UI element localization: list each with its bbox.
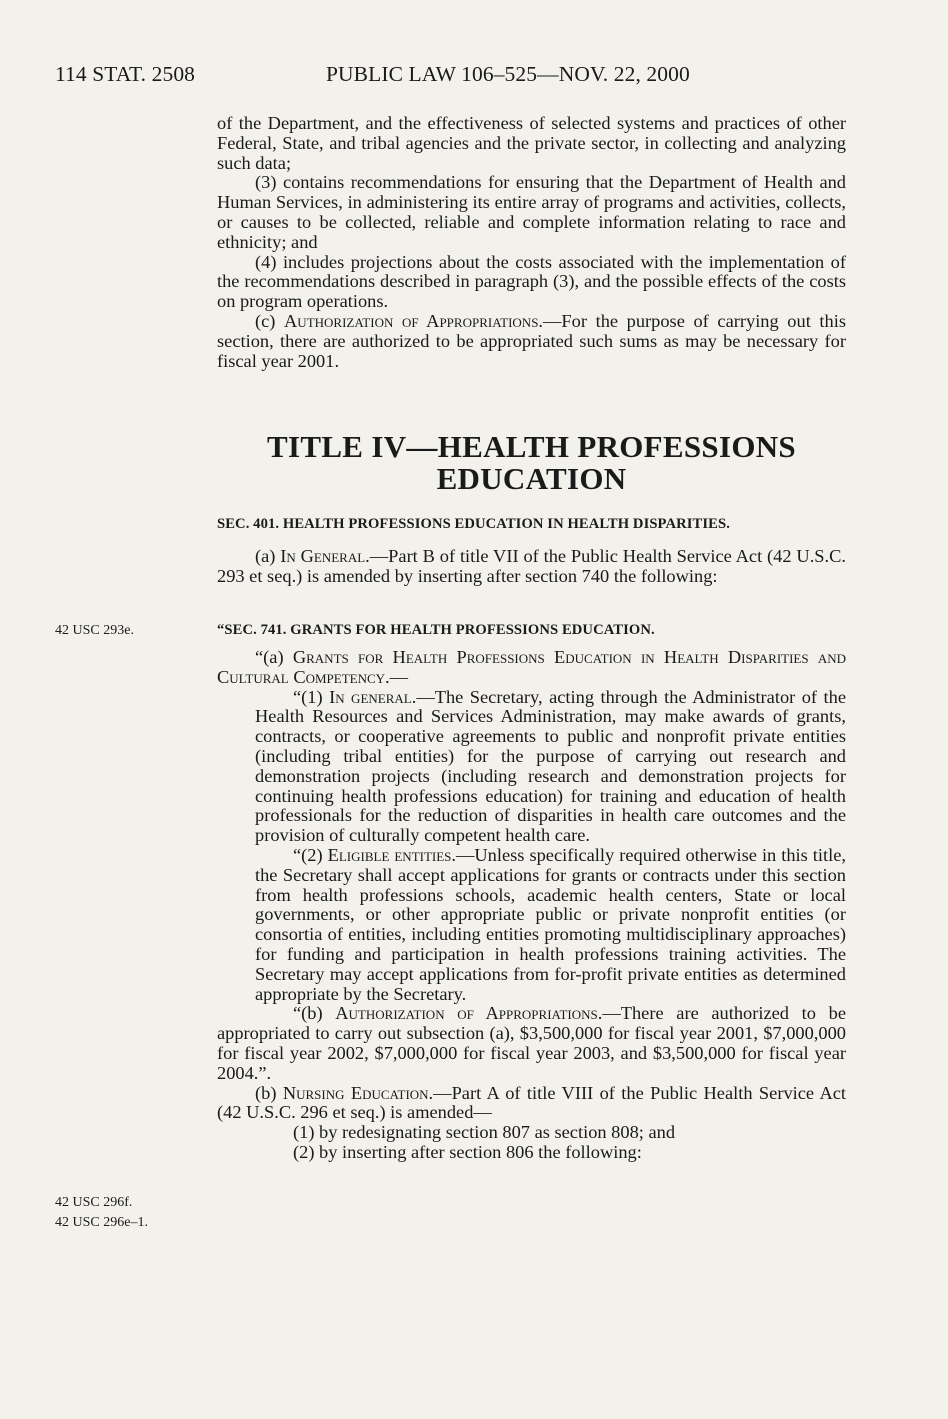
margin-note-296e-1: 42 USC 296e–1. — [55, 1215, 148, 1230]
paragraph-2-text: —Unless specifically required otherwise in this title, the Secretary shall accept applications for grants or contracts under this section from health professions schools, academic health centers, State or local governments, or other appropriate public or private nonprofit entities (or consortia of entities, including entities promoting multidisciplinary approaches) for funding and participation in health professions training activities. The Secretary may accept applications from for-profit private entities as determined appropriate by the Secretary. — [255, 844, 846, 1004]
section-401-body — [217, 547, 846, 587]
section-741-subsection-a — [217, 648, 846, 688]
subsection-a-text: —Part B of title VII of the Public Health Service Act (42 U.S.C. 293 et seq.) is amended by inserting after section 740 the following: — [217, 546, 846, 586]
nursing-b-heading: Nursing Education. — [282, 1082, 434, 1103]
paragraph-1-label: “(1) — [293, 686, 330, 707]
title-heading — [217, 431, 846, 495]
section-741-b-label: “(b) — [293, 1003, 336, 1024]
paragraph-4: (4) includes projections about the costs associated with the implementation of the recommendations described in paragraph (3), and the possible effects of the costs on program operations. — [217, 251, 846, 312]
continued-paragraph: of the Department, and the effectiveness of selected systems and practices of other Federal, State, and tribal agencies and the private sector, in collecting and analyzing such data; — [217, 113, 846, 173]
section-741-a-heading: Grants for Health Professions Education in Health Disparities and Cultural Competency. — [217, 647, 847, 687]
paragraph-3: (3) contains recommendations for ensuring that the Department of Health and Human Services, in administering its entire array of programs and activities, collects, or causes to be collected, reliable and complete information relating to race and ethnicity; and — [217, 172, 846, 252]
section-741-b-text: —There are authorized to be appropriated to carry out subsection (a), $3,500,000 for fiscal year 2001, $7,000,000 for fiscal year 2002, $7,000,000 for fiscal year 2003, and $3,500,000 for fiscal year 2004.”. — [217, 1003, 846, 1083]
paragraph-2-heading: Eligible entities. — [327, 844, 457, 865]
subsection-a — [217, 547, 846, 587]
section-741-subsection-b — [217, 1004, 846, 1083]
section-401-heading: SEC. 401. HEALTH PROFESSIONS EDUCATION IN HEALTH DISPARITIES. — [217, 516, 730, 532]
nursing-item-2: (2) by inserting after section 806 the following: — [293, 1141, 642, 1162]
section-741-a-label: “(a) — [255, 647, 293, 667]
nursing-subsection-b — [217, 1084, 846, 1124]
section-741-a-dash: — — [389, 666, 409, 687]
nursing-b-text: —Part A of title VIII of the Public Health Service Act (42 U.S.C. 296 et seq.) is amended— — [217, 1082, 846, 1123]
law-reference: PUBLIC LAW 106–525—NOV. 22, 2000 — [326, 62, 690, 86]
nursing-b-label: (b) — [255, 1082, 283, 1103]
title-line-2: EDUCATION — [436, 461, 627, 496]
paragraph-2-label: “(2) — [293, 844, 328, 865]
title-line-1: TITLE IV—HEALTH PROFESSIONS — [267, 429, 796, 464]
section-741-paragraphs — [217, 688, 846, 1005]
paragraph-1-heading: In general. — [329, 686, 417, 707]
subsection-c — [217, 312, 846, 371]
paragraph-1-text: —The Secretary, acting through the Administrator of the Health Resources and Services Administration, may make awards of grants, contracts, or cooperative agreements to public and nonprofit private entities (including tribal entities) for the purpose of carrying out research and demonstration projects (including research and demonstration projects for continuing health professions education) for training and education of health professionals for the reduction of disparities in health care outcomes and the provision of culturally competent health care. — [255, 686, 846, 846]
subsection-c-heading: Authorization of Appropriations. — [284, 310, 544, 331]
continued-section — [217, 114, 846, 371]
subsection-c-text: —For the purpose of carrying out this section, there are authorized to be appropriated such sums as may be necessary for fiscal year 2001. — [217, 310, 846, 371]
section-741-heading: “SEC. 741. GRANTS FOR HEALTH PROFESSIONS EDUCATION. — [217, 622, 655, 638]
nursing-item-1: (1) by redesignating section 807 as section 808; and — [293, 1122, 676, 1143]
subsection-a-label: (a) — [255, 546, 281, 566]
section-741-paragraph-2 — [255, 846, 846, 1004]
margin-note-293e: 42 USC 293e. — [55, 623, 134, 638]
section-741-paragraph-1 — [255, 688, 846, 846]
section-741-b-heading: Authorization of Appropriations. — [335, 1003, 603, 1024]
margin-note-296f: 42 USC 296f. — [55, 1195, 133, 1210]
page-reference: 114 STAT. 2508 — [55, 62, 196, 86]
section-741-body — [217, 648, 846, 1163]
subsection-c-label: (c) — [255, 310, 285, 331]
subsection-a-heading: In General. — [280, 546, 370, 566]
